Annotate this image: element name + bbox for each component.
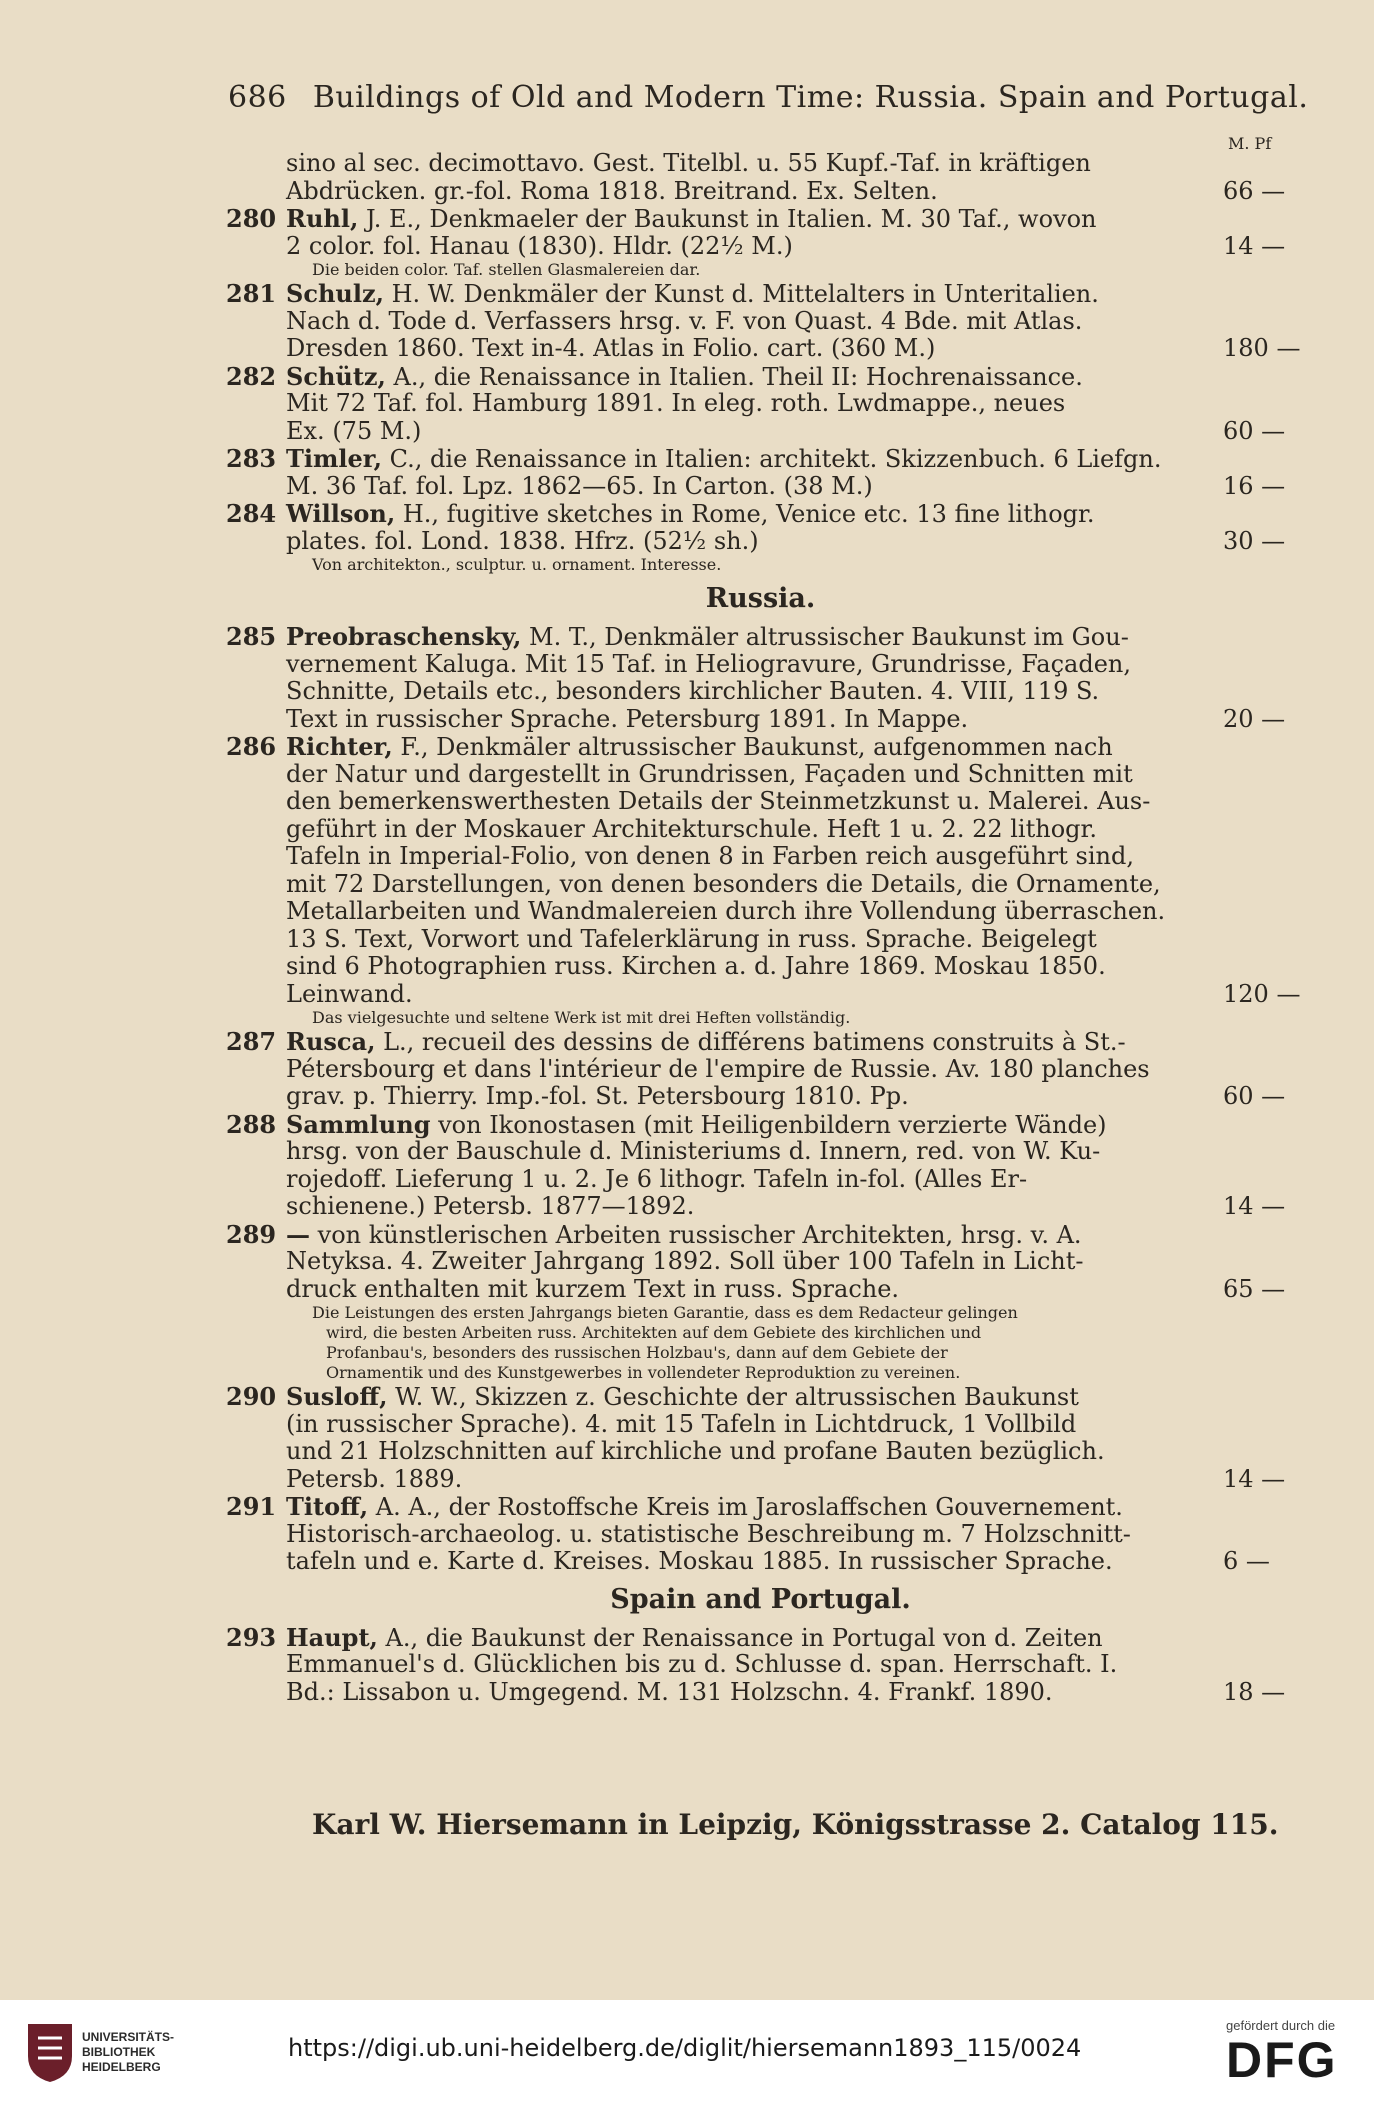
entry-line [218,1028,1303,1056]
entry-line [218,1624,1303,1652]
entry-text [286,1111,1107,1140]
entry-text [286,1138,1100,1166]
entry-line [218,150,1303,178]
entry-line [218,1679,1303,1707]
entry-author: Willson, [286,499,396,528]
entry-description: Bd.: Lissabon u. Umgegend. M. 131 Holzschn. 4. Frankf. 1890. [286,1677,1053,1706]
entry-description: Petersb. 1889. [286,1464,463,1493]
entry-text [286,843,1134,871]
entry-text [286,816,1097,844]
entry-description: Nach d. Tode d. Verfassers hrsg. v. F. von Quast. 4 Bde. mit Atlas. [286,306,1083,335]
dfg-funding-label: gefördert durch die [1226,2018,1336,2033]
entry-line [218,953,1303,981]
entry-text [286,178,938,206]
entry-line [218,280,1303,308]
entry-price: 66 — [1223,176,1286,205]
entry-description: Dresden 1860. Text in-4. Atlas in Folio. cart. (360 M.) [286,334,936,362]
entry-price: 30 — [1223,526,1286,555]
publisher-footer: Karl W. Hiersemann in Leipzig, Königsstrasse 2. Catalog 115. [312,1808,1279,1841]
entry-price: 14 — [1223,231,1286,260]
entry-description: von Ikonostasen (mit Heiligenbildern verzierte Wände) [430,1110,1107,1139]
entry-text [286,761,1133,789]
viewer-bottom-bar [0,2000,1374,2102]
entry-author: Preobraschensky, [286,622,522,651]
entry-description: H., fugitive sketches in Rome, Venice etc. 13 fine lithogr. [395,500,1095,528]
entry-text [286,363,1083,392]
entry-text [286,1193,694,1221]
entry-text [286,473,873,501]
entry-text [286,953,1106,981]
entry-text [286,1276,899,1304]
lot-number: 290 [226,1382,277,1411]
entry-line [218,623,1303,651]
entry-description: Pétersbourg et dans l'intérieur de l'empire de Russie. Av. 180 planches [286,1054,1150,1083]
entry-line [218,733,1303,761]
entry-note: Von architekton., sculptur. u. ornament. Interesse. [312,555,722,574]
entry-line [218,1548,1303,1576]
entry-text [286,1466,462,1494]
entry-line [218,233,1303,261]
entry-author: Rusca, [286,1027,376,1056]
entry-price: 180 — [1223,334,1301,362]
entry-description: sino al sec. decimottavo. Gest. Titelbl. u. 55 Kupf.-Taf. in kräftigen [286,149,1091,177]
entry-text [286,1221,1082,1250]
entry-note: Ornamentik und des Kunstgewerbes in vollendeter Reproduktion zu vereinen. [326,1363,961,1382]
entry-line [218,418,1303,446]
entry-line [218,678,1303,706]
lot-number: 286 [226,732,277,761]
entry-description: C., die Renaissance in Italien: architekt. Skizzenbuch. 6 Liefgn. [382,445,1162,473]
entry-description: sind 6 Photographien russ. Kirchen a. d. Jahre 1869. Moskau 1850. [286,952,1106,980]
entry-price: 16 — [1223,471,1286,500]
entry-text [286,1438,1105,1466]
entry-description: Metallarbeiten und Wandmalereien durch ihre Vollendung überraschen. [286,897,1166,925]
entry-text [286,1083,909,1111]
entry-line [218,178,1303,206]
entry-description: A. A., der Rostoffsche Kreis im Jaroslaffschen Gouvernement. [368,1493,1123,1521]
entry-description: rojedoff. Lieferung 1 u. 2. Je 6 lithogr. Tafeln in-fol. (Alles Er- [286,1164,1028,1193]
entry-line [218,1193,1303,1221]
entry-text [286,1248,1083,1276]
dfg-wordmark: DFG [1226,2032,1338,2088]
entry-text [286,678,1099,706]
entry-description: A., die Baukunst der Renaissance in Portugal von d. Zeiten [377,1623,1103,1652]
entry-description: grav. p. Thierry. Imp.-fol. St. Petersbourg 1810. Pp. [286,1082,909,1110]
entry-line [218,1276,1303,1304]
entry-text [286,528,759,556]
entry-author: Ruhl, [286,204,359,233]
entry-text [286,1624,1103,1653]
section-heading: Spain and Portugal. [610,1583,911,1615]
entry-description: M. 36 Taf. fol. Lpz. 1862—65. In Carton. (38 M.) [286,471,873,500]
entry-line [218,1651,1303,1679]
entry-line [218,1383,1303,1411]
entry-author: Richter, [286,732,393,761]
entry-note: Profanbau's, besonders des russischen Holzbau's, dann auf dem Gebiete der [326,1343,948,1362]
entry-price: 120 — [1223,979,1301,1008]
entry-text [286,733,1113,762]
entry-author: Sammlung [286,1109,431,1139]
entry-text [286,706,968,734]
university-library-logo[interactable] [14,2012,194,2092]
entry-text [286,1521,1131,1549]
entry-description: und 21 Holzschnitten auf kirchliche und profane Bauten bezüglich. [286,1437,1105,1465]
lot-number: 283 [226,444,277,473]
entry-line [218,926,1303,954]
entry-text [286,500,1095,529]
entry-description: Netyksa. 4. Zweiter Jahrgang 1892. Soll über 100 Tafeln in Licht- [286,1247,1084,1275]
entry-list [218,150,1303,1706]
entry-line [218,788,1303,816]
entry-price: 60 — [1223,416,1286,445]
entry-description: mit 72 Darstellungen, von denen besonders die Details, die Ornamente, [286,869,1161,898]
entry-description: Leinwand. [286,979,413,1008]
permalink-url[interactable]: https://digi.ub.uni-heidelberg.de/diglit/hiersemann1893_115/0024 [288,2034,1082,2062]
entry-line [218,898,1303,926]
entry-text [286,335,935,363]
entry-line [218,1411,1303,1439]
entry-price: 14 — [1223,1192,1286,1220]
entry-description: A., die Renaissance in Italien. Theil II: Hochrenaissance. [385,362,1083,391]
entry-description: den bemerkenswerthesten Details der Steinmetzkunst u. Malerei. Aus- [286,787,1151,815]
lot-number: 282 [226,361,277,391]
entry-description: J. E., Denkmaeler der Baukunst in Italien. M. 30 Taf., wovon [358,205,1097,233]
entry-line [218,706,1303,734]
entry-description: M. T., Denkmäler altrussischer Baukunst im Gou- [521,623,1129,651]
entry-description: tafeln und e. Karte d. Kreises. Moskau 1885. In russischer Sprache. [286,1547,1113,1575]
entry-line [218,981,1303,1009]
entry-author: Schulz, [286,279,384,308]
entry-line [218,363,1303,391]
entry-line [218,1248,1303,1276]
entry-author: Timler, [286,444,383,473]
entry-line [218,816,1303,844]
entry-text [286,1679,1053,1707]
entry-price: 6 — [1223,1547,1270,1575]
entry-text [286,1166,1027,1194]
entry-line [218,335,1303,363]
entry-line [218,871,1303,899]
entry-note: Das vielgesuchte und seltene Werk ist mit drei Heften vollständig. [312,1008,851,1027]
entry-description: Tafeln in Imperial-Folio, von denen 8 in Farben reich ausgeführt sind, [286,842,1134,870]
entry-description: von künstlerischen Arbeiten russischer Architekten, hrsg. v. A. [310,1220,1082,1249]
entry-line [218,445,1303,473]
entry-description: geführt in der Moskauer Architekturschule. Heft 1 u. 2. 22 lithogr. [286,814,1097,843]
entry-description: L., recueil des dessins de différens batimens construits à St.- [375,1028,1126,1056]
entry-description: hrsg. von der Bauschule d. Ministeriums d. Innern, red. von W. Ku- [286,1137,1101,1165]
lot-number: 280 [226,204,277,233]
entry-text [286,1383,1079,1412]
entry-description: Schnitte, Details etc., besonders kirchlicher Bauten. 4. VIII, 119 S. [286,677,1100,705]
entry-author: Susloff, [286,1382,388,1411]
dfg-logo[interactable] [1226,2018,1366,2092]
entry-text [286,233,793,261]
entry-text [286,308,1082,336]
entry-description: Abdrücken. gr.-fol. Roma 1818. Breitrand. Ex. Selten. [286,176,938,205]
entry-description: 13 S. Text, Vorwort und Tafelerklärung in russ. Sprache. Beigelegt [286,924,1097,953]
entry-line [218,473,1303,501]
entry-text [286,926,1097,954]
entry-text [286,418,421,446]
entry-line [218,843,1303,871]
entry-author: Schütz, [286,361,386,391]
entry-text [286,651,1131,679]
entry-text [286,205,1096,234]
entry-note: Die beiden color. Taf. stellen Glasmalereien dar. [312,260,701,279]
entry-line [218,500,1303,528]
lot-number: 293 [226,1622,277,1652]
entry-description: Historisch-archaeolog. u. statistische Beschreibung m. 7 Holzschnitt- [286,1519,1131,1548]
entry-text [286,788,1150,816]
entry-description: vernement Kaluga. Mit 15 Taf. in Heliogravure, Grundrisse, Façaden, [286,649,1132,678]
entry-text [286,1411,1076,1439]
price-column-header: M. Pf [1228,134,1272,153]
entry-description: plates. fol. Lond. 1838. Hfrz. (52½ sh.) [286,526,759,555]
entry-line [218,390,1303,418]
entry-text [286,898,1165,926]
entry-line [218,761,1303,789]
section-heading: Russia. [705,583,816,614]
entry-line [218,205,1303,233]
lot-number: 285 [226,622,277,651]
entry-line [218,651,1303,679]
entry-description: Ex. (75 M.) [286,416,422,445]
entry-author: Haupt, [286,1622,378,1652]
entry-text [286,1651,1117,1679]
entry-line [218,1056,1303,1084]
entry-text [286,390,1065,418]
entry-text [286,1028,1126,1057]
entry-text [286,981,413,1009]
entry-description: druck enthalten mit kurzem Text in russ. Sprache. [286,1274,900,1303]
entry-description: Emmanuel's d. Glücklichen bis zu d. Schlusse d. span. Herrschaft. I. [286,1650,1118,1678]
entry-price: 60 — [1223,1082,1286,1110]
entry-description: F., Denkmäler altrussischer Baukunst, aufgenommen nach [392,733,1113,761]
lot-number: 287 [226,1027,277,1056]
entry-description: H. W. Denkmäler der Kunst d. Mittelalters in Unteritalien. [383,280,1099,308]
lot-number: 289 [226,1219,277,1249]
entry-price: 20 — [1223,704,1286,733]
page-header [228,80,1309,115]
entry-price: 14 — [1223,1464,1286,1493]
lot-number: 281 [226,279,277,308]
entry-description: W. W., Skizzen z. Geschichte der altrussischen Baukunst [387,1383,1079,1411]
entry-line [218,1521,1303,1549]
entry-note: wird, die besten Arbeiten russ. Architekten auf dem Gebiete des kirchlichen und [326,1323,982,1342]
entry-description: der Natur und dargestellt in Grundrissen, Façaden und Schnitten mit [286,759,1133,788]
entry-line [218,1493,1303,1521]
entry-text [286,623,1129,652]
entry-line [218,1221,1303,1249]
entry-line [218,1111,1303,1139]
entry-description: 2 color. fol. Hanau (1830). Hldr. (22½ M.) [286,231,793,260]
entry-author: Titoff, [286,1492,369,1521]
entry-line [218,1466,1303,1494]
entry-text [286,1056,1150,1084]
entry-description: Mit 72 Taf. fol. Hamburg 1891. In eleg. roth. Lwdmappe., neues [286,389,1066,417]
lot-number: 284 [226,499,277,528]
lot-number: 288 [226,1109,277,1139]
library-logo-text: UNIVERSITÄTS- BIBLIOTHEK HEIDELBERG [82,2030,175,2074]
entry-description: (in russischer Sprache). 4. mit 15 Tafeln in Lichtdruck, 1 Vollbild [286,1409,1077,1438]
entry-line [218,1083,1303,1111]
entry-text [286,871,1161,899]
entry-line [218,1438,1303,1466]
entry-text [286,280,1099,309]
entry-line [218,528,1303,556]
lot-number: 291 [226,1492,277,1521]
entry-description: Text in russischer Sprache. Petersburg 1891. In Mappe. [286,704,969,733]
entry-price: 18 — [1223,1677,1286,1706]
entry-note: Die Leistungen des ersten Jahrgangs bieten Garantie, dass es dem Redacteur gelingen [312,1303,1018,1322]
entry-text [286,1493,1123,1522]
entry-line [218,1166,1303,1194]
entry-text [286,445,1162,474]
entry-line [218,308,1303,336]
entry-author: — [286,1219,310,1249]
library-shield-icon [24,2020,76,2084]
page-title: Buildings of Old and Modern Time: Russia. Spain and Portugal. [312,80,1309,115]
entry-price: 65 — [1223,1274,1286,1303]
entry-text [286,150,1091,178]
entry-text [286,1548,1113,1576]
page-number: 686 [228,80,287,115]
entry-description: schienene.) Petersb. 1877—1892. [286,1192,695,1220]
entry-line [218,1138,1303,1166]
